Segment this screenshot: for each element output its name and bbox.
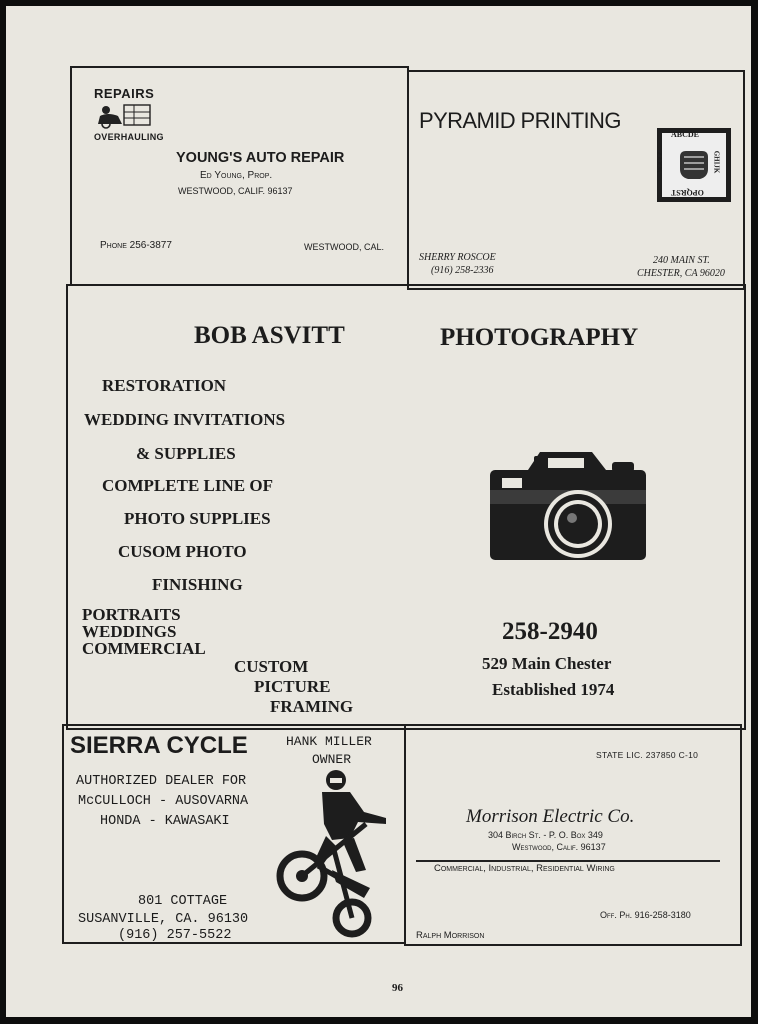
pyramid-printing-ad — [407, 70, 745, 290]
phone-line: Phone 256-3877 — [100, 240, 172, 251]
page-number: 96 — [392, 982, 403, 994]
dealer-line-1: AUTHORIZED DEALER FOR — [76, 774, 247, 789]
camera-icon — [488, 450, 648, 576]
bob-asvitt-photography-ad — [66, 284, 746, 730]
address-line-2: CHESTER, CA 96020 — [637, 268, 725, 279]
service-restoration: RESTORATION — [102, 376, 227, 395]
business-type: PHOTOGRAPHY — [440, 324, 639, 351]
address-street: 801 COTTAGE — [138, 894, 228, 909]
morrison-electric-ad — [404, 724, 742, 946]
service-complete-line: COMPLETE LINE OF — [102, 476, 273, 495]
framing-picture: PICTURE — [254, 677, 331, 696]
overhauling-badge-text: OVERHAULING — [94, 132, 164, 142]
specialty-portraits: PORTRAITS — [82, 605, 181, 624]
address-line: WESTWOOD, CALIF. 96137 — [178, 186, 293, 196]
business-name: Morrison Electric Co. — [466, 806, 635, 827]
business-name: SIERRA CYCLE — [70, 732, 248, 759]
specialty-weddings: WEDDINGS — [82, 622, 177, 641]
established-line: Established 1974 — [492, 680, 615, 699]
fist-icon — [676, 147, 712, 183]
owner-name: Ralph Morrison — [416, 930, 485, 941]
address-line-1: 240 MAIN ST. — [653, 255, 710, 266]
specialty-commercial: COMMERCIAL — [82, 639, 206, 658]
phone-number: 258-2940 — [502, 618, 598, 645]
address-line: 304 Birch St. - P. O. Box 349 — [488, 830, 603, 840]
logo-text-top: ABCDE — [671, 130, 700, 139]
contact-phone: (916) 258-2336 — [431, 265, 494, 276]
service-finishing: FINISHING — [152, 575, 243, 594]
contact-name: SHERRY ROSCOE — [419, 252, 496, 263]
logo-text-right: GHIJK — [712, 150, 721, 174]
dealer-line-2: McCULLOCH - AUSOVARNA — [78, 794, 249, 809]
yearbook-ad-page — [6, 6, 751, 1017]
state-license: STATE LIC. 237850 C-10 — [596, 750, 699, 760]
owner-title: OWNER — [312, 752, 352, 767]
logo-text-bottom: OPQRST — [671, 188, 704, 197]
repairs-badge-text: REPAIRS — [94, 86, 155, 101]
framing-framing: FRAMING — [270, 697, 354, 716]
owner-name: BOB ASVITT — [194, 322, 345, 349]
owner-name: HANK MILLER — [286, 734, 372, 749]
business-name: PYRAMID PRINTING — [419, 108, 621, 133]
city-line: Westwood, Calif. 96137 — [512, 842, 606, 852]
city-line: WESTWOOD, CAL. — [304, 242, 385, 252]
youngs-auto-repair-ad — [70, 66, 409, 286]
service-photo-supplies: PHOTO SUPPLIES — [124, 509, 271, 528]
services-line: Commercial, Industrial, Residential Wiring — [434, 863, 615, 874]
service-custom-photo: CUSOM PHOTO — [118, 542, 247, 561]
address-city: SUSANVILLE, CA. 96130 — [78, 912, 249, 927]
framing-custom: CUSTOM — [234, 657, 309, 676]
sierra-cycle-ad — [62, 724, 406, 944]
address-line: 529 Main Chester — [482, 654, 612, 673]
owner-line: Ed Young, Prop. — [200, 170, 273, 181]
phone-number: (916) 257-5522 — [118, 928, 232, 943]
logo-text-left: WXYZ — [655, 151, 664, 173]
service-wedding-invitations: WEDDING INVITATIONS — [84, 410, 286, 429]
service-supplies: & SUPPLIES — [136, 444, 236, 463]
divider-line — [416, 860, 720, 862]
business-name: YOUNG'S AUTO REPAIR — [176, 150, 345, 166]
motorcycle-rider-icon — [274, 770, 394, 938]
office-phone: Off. Ph. 916-258-3180 — [600, 910, 691, 920]
dealer-line-3: HONDA - KAWASAKI — [100, 814, 230, 829]
mechanic-icon — [94, 102, 154, 130]
